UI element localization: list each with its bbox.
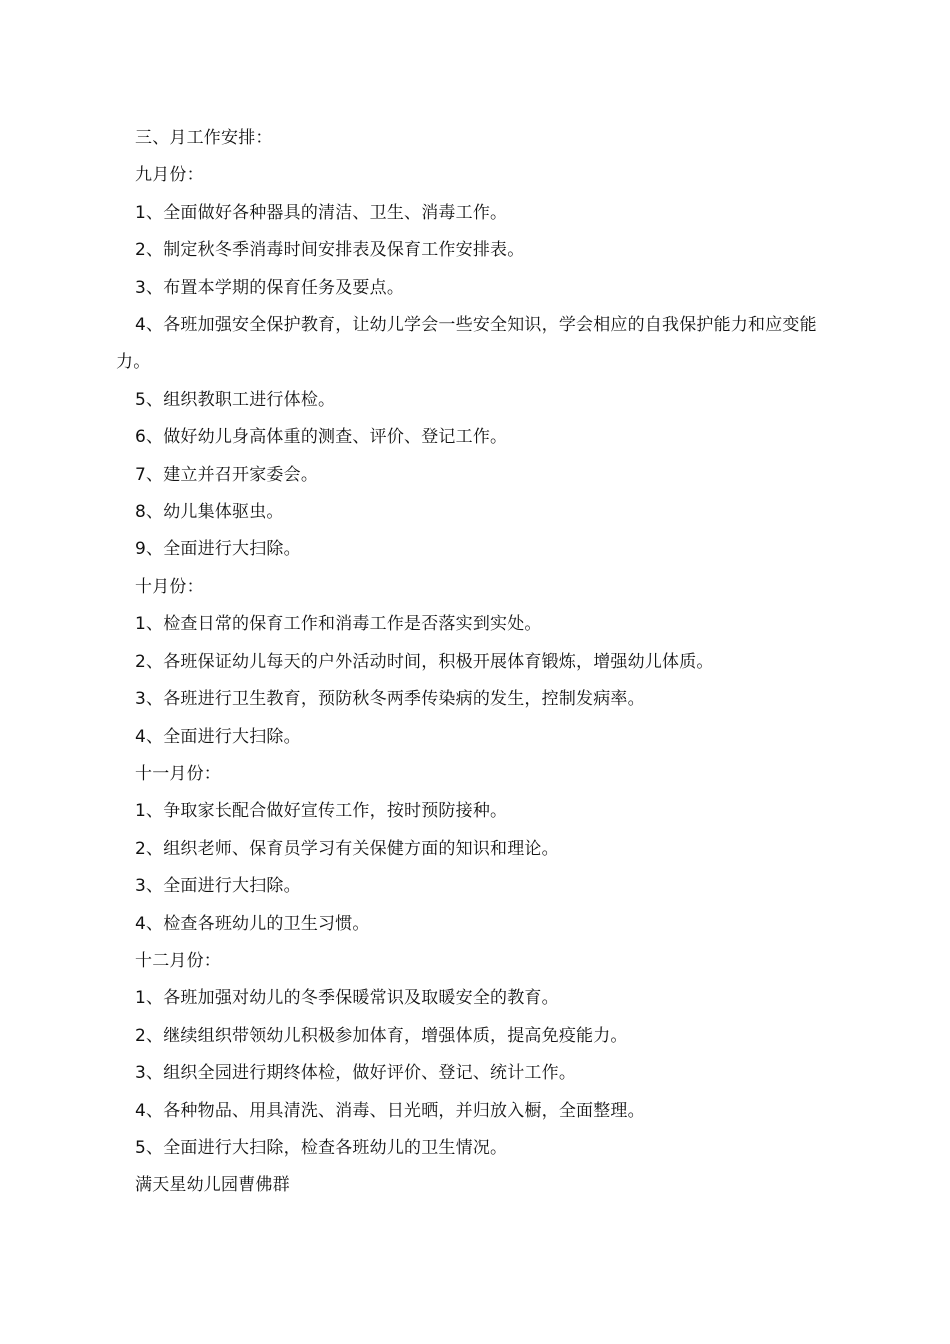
list-item: 3、各班进行卫生教育，预防秋冬两季传染病的发生，控制发病率。	[135, 689, 645, 710]
list-item: 2、制定秋冬季消毒时间安排表及保育工作安排表。	[135, 240, 525, 261]
section-heading: 三、月工作安排：	[135, 128, 273, 148]
document-body	[116, 120, 838, 1205]
list-item: 5、组织教职工进行体检。	[135, 389, 336, 410]
list-item: 3、布置本学期的保育任务及要点。	[135, 277, 405, 298]
list-item: 4、全面进行大扫除。	[135, 726, 301, 747]
list-item: 3、全面进行大扫除。	[135, 876, 301, 897]
list-item: 8、幼儿集体驱虫。	[135, 502, 284, 523]
list-item: 4、各种物品、用具清洗、消毒、日光晒，并归放入橱，全面整理。	[135, 1100, 645, 1121]
list-item: 4、检查各班幼儿的卫生习惯。	[135, 913, 370, 934]
list-item: 9、全面进行大扫除。	[135, 539, 301, 560]
month-title: 十一月份：	[135, 763, 221, 784]
month-block-october	[116, 569, 838, 756]
month-block-december	[116, 943, 838, 1167]
list-item: 1、争取家长配合做好宣传工作，按时预防接种。	[135, 801, 508, 822]
signature: 满天星幼儿园曹佛群	[135, 1175, 290, 1196]
month-title: 十二月份：	[135, 950, 221, 971]
list-item: 1、全面做好各种器具的清洁、卫生、消毒工作。	[135, 202, 508, 223]
month-title: 十月份：	[135, 576, 204, 597]
list-item: 1、各班加强对幼儿的冬季保暖常识及取暖安全的教育。	[135, 988, 559, 1009]
list-item: 2、组织老师、保育员学习有关保健方面的知识和理论。	[135, 838, 559, 859]
list-item: 2、继续组织带领幼儿积极参加体育，增强体质，提高免疫能力。	[135, 1025, 628, 1046]
list-item: 7、建立并召开家委会。	[135, 464, 319, 485]
list-item: 6、做好幼儿身高体重的测查、评价、登记工作。	[135, 427, 508, 448]
list-item: 2、各班保证幼儿每天的户外活动时间，积极开展体育锻炼，增强幼儿体质。	[135, 651, 714, 672]
month-block-november	[116, 756, 838, 943]
list-item: 5、全面进行大扫除，检查各班幼儿的卫生情况。	[135, 1137, 508, 1158]
list-item: 3、组织全园进行期终体检，做好评价、登记、统计工作。	[135, 1063, 577, 1084]
list-item: 1、检查日常的保育工作和消毒工作是否落实到实处。	[135, 614, 542, 635]
list-item: 4、各班加强安全保护教育，让幼儿学会一些安全知识，学会相应的自我保护能力和应变能力。	[116, 315, 817, 373]
month-block-september	[116, 157, 838, 568]
month-title: 九月份：	[135, 165, 204, 186]
